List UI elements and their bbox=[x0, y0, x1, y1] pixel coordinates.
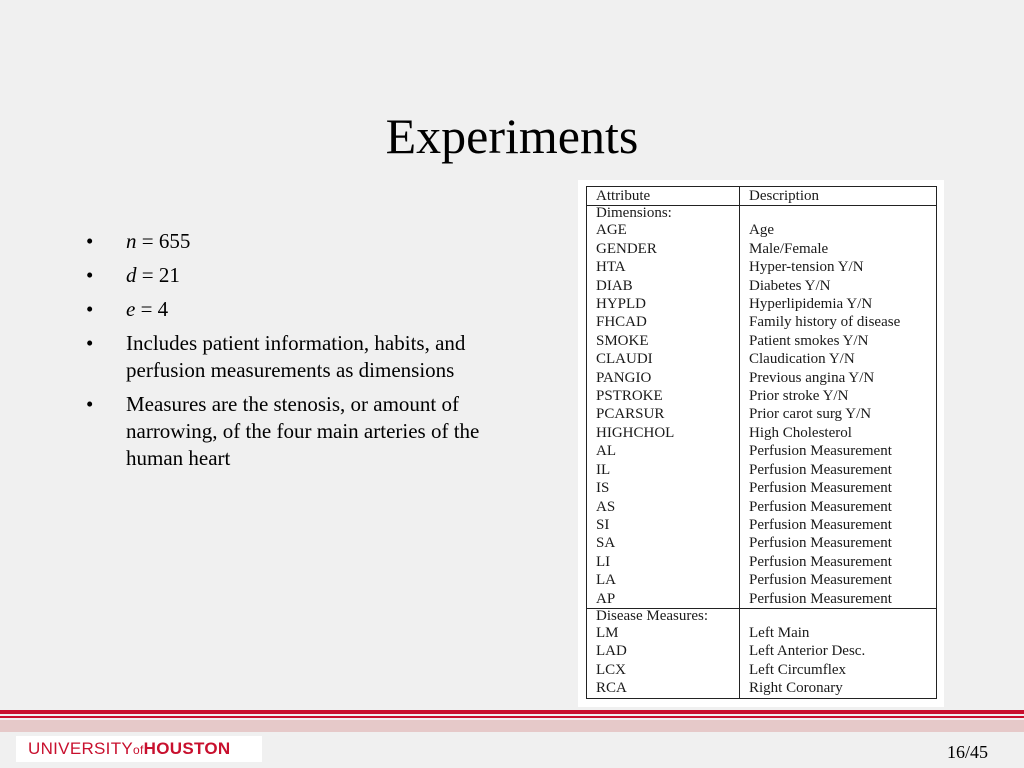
table-row bbox=[587, 571, 937, 589]
description-cell: Left Circumflex bbox=[740, 661, 937, 679]
footer-rule bbox=[0, 710, 1024, 714]
attribute-cell: IL bbox=[587, 461, 740, 479]
description-cell: Perfusion Measurement bbox=[740, 590, 937, 609]
table-row bbox=[587, 498, 937, 516]
attribute-cell: AS bbox=[587, 498, 740, 516]
table-row bbox=[587, 350, 937, 368]
description-cell: Left Main bbox=[740, 624, 937, 642]
description-cell: Perfusion Measurement bbox=[740, 479, 937, 497]
table-row bbox=[587, 442, 937, 460]
table-row bbox=[587, 240, 937, 258]
description-cell: Perfusion Measurement bbox=[740, 442, 937, 460]
table-row bbox=[587, 553, 937, 571]
attribute-cell: AP bbox=[587, 590, 740, 609]
description-cell: Patient smokes Y/N bbox=[740, 332, 937, 350]
table-row bbox=[587, 661, 937, 679]
attribute-cell: PSTROKE bbox=[587, 387, 740, 405]
description-cell: Perfusion Measurement bbox=[740, 516, 937, 534]
attribute-cell: LI bbox=[587, 553, 740, 571]
attribute-cell: CLAUDI bbox=[587, 350, 740, 368]
attribute-cell: SI bbox=[587, 516, 740, 534]
description-cell: Perfusion Measurement bbox=[740, 534, 937, 552]
bullet-item bbox=[86, 296, 526, 323]
attribute-cell: HYPLD bbox=[587, 295, 740, 313]
attribute-cell: AGE bbox=[587, 221, 740, 239]
table-row bbox=[587, 313, 937, 331]
attribute-cell: AL bbox=[587, 442, 740, 460]
bullet-dot: • bbox=[86, 229, 94, 253]
dimensions-section bbox=[587, 206, 937, 609]
attribute-cell: DIAB bbox=[587, 277, 740, 295]
logo-houston: HOUSTON bbox=[143, 739, 231, 758]
attribute-cell: SA bbox=[587, 534, 740, 552]
table-row bbox=[587, 516, 937, 534]
table-row bbox=[587, 369, 937, 387]
empty-cell bbox=[740, 206, 937, 222]
table-row bbox=[587, 387, 937, 405]
table-row bbox=[587, 277, 937, 295]
table-row bbox=[587, 624, 937, 642]
description-cell: Perfusion Measurement bbox=[740, 498, 937, 516]
table-header-row bbox=[587, 187, 937, 206]
attribute-cell: HIGHCHOL bbox=[587, 424, 740, 442]
description-cell: Hyperlipidemia Y/N bbox=[740, 295, 937, 313]
bullet-var: e bbox=[126, 297, 136, 321]
bullet-dot: • bbox=[86, 331, 94, 355]
measures-section bbox=[587, 608, 937, 698]
university-logo bbox=[16, 736, 262, 762]
bullet-value: = 655 bbox=[136, 229, 191, 253]
table-row bbox=[587, 424, 937, 442]
bullet-list bbox=[86, 228, 526, 479]
description-cell: Prior stroke Y/N bbox=[740, 387, 937, 405]
attribute-cell: LM bbox=[587, 624, 740, 642]
bullet-item bbox=[86, 228, 526, 255]
description-cell: Diabetes Y/N bbox=[740, 277, 937, 295]
table-row bbox=[587, 405, 937, 423]
description-cell: Prior carot surg Y/N bbox=[740, 405, 937, 423]
section-label-row bbox=[587, 206, 937, 222]
description-cell: Right Coronary bbox=[740, 679, 937, 698]
attribute-cell: IS bbox=[587, 479, 740, 497]
attribute-cell: GENDER bbox=[587, 240, 740, 258]
footer-band bbox=[0, 720, 1024, 732]
attribute-cell: SMOKE bbox=[587, 332, 740, 350]
table-row bbox=[587, 221, 937, 239]
header-description: Description bbox=[740, 187, 937, 206]
attribute-cell: HTA bbox=[587, 258, 740, 276]
table-row bbox=[587, 332, 937, 350]
table-row bbox=[587, 479, 937, 497]
table-row bbox=[587, 258, 937, 276]
bullet-dot: • bbox=[86, 297, 94, 321]
header-attribute: Attribute bbox=[587, 187, 740, 206]
description-cell: Perfusion Measurement bbox=[740, 553, 937, 571]
description-cell: Age bbox=[740, 221, 937, 239]
attribute-cell: PANGIO bbox=[587, 369, 740, 387]
description-cell: Claudication Y/N bbox=[740, 350, 937, 368]
description-cell: Family history of disease bbox=[740, 313, 937, 331]
bullet-value: = 21 bbox=[136, 263, 180, 287]
section-label: Disease Measures: bbox=[587, 608, 740, 624]
attribute-table bbox=[586, 186, 937, 699]
bullet-value: = 4 bbox=[135, 297, 169, 321]
table-row bbox=[587, 534, 937, 552]
table-row bbox=[587, 461, 937, 479]
empty-cell bbox=[740, 608, 937, 624]
page-number: 16/45 bbox=[946, 742, 988, 762]
bullet-var: d bbox=[126, 263, 137, 287]
description-cell: High Cholesterol bbox=[740, 424, 937, 442]
description-cell: Previous angina Y/N bbox=[740, 369, 937, 387]
attribute-cell: LCX bbox=[587, 661, 740, 679]
section-label: Dimensions: bbox=[587, 206, 740, 222]
attribute-cell: LAD bbox=[587, 642, 740, 660]
attribute-cell: PCARSUR bbox=[587, 405, 740, 423]
description-cell: Perfusion Measurement bbox=[740, 571, 937, 589]
footer-rule bbox=[0, 716, 1024, 718]
description-cell: Perfusion Measurement bbox=[740, 461, 937, 479]
table-row bbox=[587, 295, 937, 313]
attribute-cell: LA bbox=[587, 571, 740, 589]
logo-of: of bbox=[133, 743, 144, 757]
description-cell: Hyper-tension Y/N bbox=[740, 258, 937, 276]
table-row bbox=[587, 590, 937, 609]
table-row bbox=[587, 679, 937, 698]
bullet-item bbox=[86, 262, 526, 289]
bullet-item bbox=[86, 391, 526, 472]
table-row bbox=[587, 642, 937, 660]
attribute-table-figure bbox=[578, 180, 944, 707]
bullet-dot: • bbox=[86, 263, 94, 287]
bullet-text: Measures are the stenosis, or amount of narrowing, of the four main arteries of the human heart bbox=[126, 392, 480, 470]
bullet-item bbox=[86, 330, 526, 384]
attribute-cell: FHCAD bbox=[587, 313, 740, 331]
bullet-text: Includes patient information, habits, and perfusion measurements as dimensions bbox=[126, 331, 466, 382]
bullet-dot: • bbox=[86, 392, 94, 416]
section-label-row bbox=[587, 608, 937, 624]
slide-title: Experiments bbox=[385, 108, 639, 164]
description-cell: Male/Female bbox=[740, 240, 937, 258]
bullet-var: n bbox=[126, 229, 137, 253]
attribute-cell: RCA bbox=[587, 679, 740, 698]
description-cell: Left Anterior Desc. bbox=[740, 642, 937, 660]
logo-university: UNIVERSITY bbox=[28, 739, 134, 758]
